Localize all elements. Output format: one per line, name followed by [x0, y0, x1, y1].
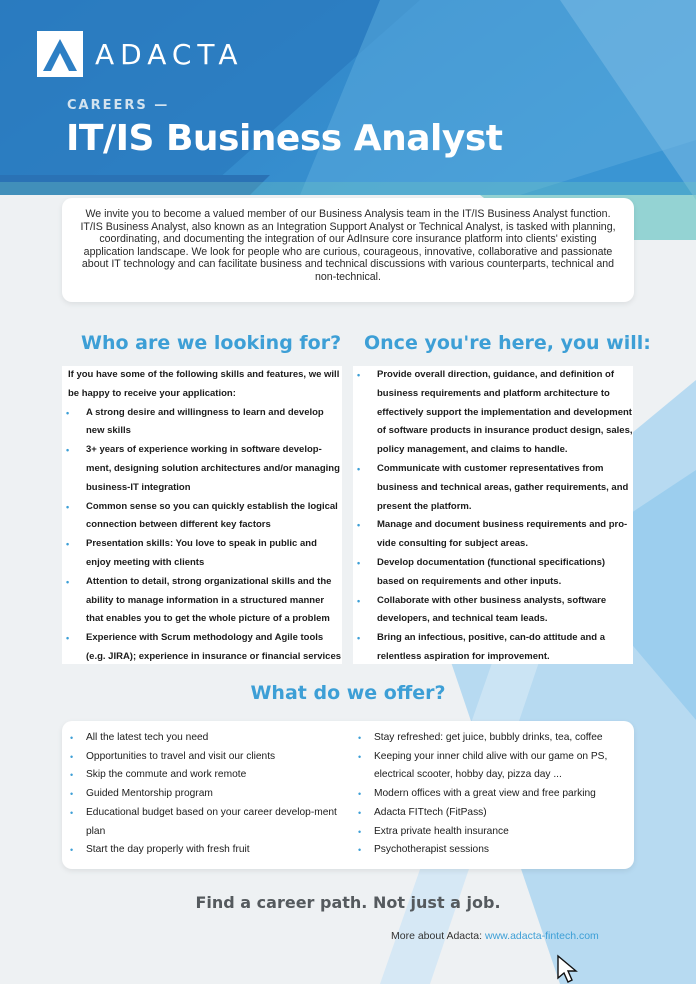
more-about [391, 930, 599, 942]
once-here-heading: Once you're here, you will: [364, 332, 651, 354]
list-item: • Educational budget based on your career develop-ment plan [66, 804, 346, 841]
offer-card [62, 721, 634, 869]
list-item: • Modern offices with a great view and free parking [354, 785, 626, 804]
list-item: • Start the day properly with fresh fruit [66, 841, 346, 860]
looking-for-heading: Who are we looking for? [81, 332, 342, 354]
list-item: • Psychotherapist sessions [354, 841, 626, 860]
more-label: More about Adacta: [391, 930, 483, 942]
website-link[interactable]: www.adacta-fintech.com [484, 930, 599, 942]
list-item: • Keeping your inner child alive with our game on PS, electrical scooter, hobby day, pizza day ... [354, 748, 626, 785]
list-item: • Communicate with customer representatives from business and technical areas, gather requirements, and present the platform. [353, 460, 633, 516]
once-here-panel [353, 366, 633, 664]
looking-for-panel [62, 366, 342, 664]
tagline: Find a career path. Not just a job. [195, 893, 501, 912]
list-item: • Presentation skills: You love to speak in public and enjoy meeting with clients [62, 535, 342, 573]
company-logo [37, 31, 244, 77]
list-item: • Skip the commute and work remote [66, 766, 346, 785]
mouse-cursor-icon [556, 954, 578, 984]
list-item: • Stay refreshed: get juice, bubbly drinks, tea, coffee [354, 729, 626, 748]
list-item: • Extra private health insurance [354, 823, 626, 842]
list-item: • Common sense so you can quickly establish the logical connection between different key factors [62, 498, 342, 536]
list-item: • A strong desire and willingness to learn and develop new skills [62, 404, 342, 442]
list-item: • Develop documentation (functional specifications) based on requirements and other inputs. [353, 554, 633, 592]
list-item: • Experience with Scrum methodology and Agile tools (e.g. JIRA); experience in insurance or financial services [62, 629, 342, 667]
list-item: • Attention to detail, strong organizational skills and the ability to manage information in a structured manner that enables you to get the whole picture of a problem [62, 573, 342, 629]
list-item: • Manage and document business requirements and pro-vide consulting for subject areas. [353, 516, 633, 554]
list-item: • Adacta FITtech (FitPass) [354, 804, 626, 823]
list-item: • 3+ years of experience working in software develop-ment, designing solution architectures and/or managing business-IT integration [62, 441, 342, 497]
list-item: • All the latest tech you need [66, 729, 346, 748]
list-item: • Collaborate with other business analysts, software developers, and technical team leads. [353, 592, 633, 630]
page-title: IT/IS Business Analyst [66, 118, 503, 159]
offer-heading: What do we offer? [250, 682, 446, 704]
intro-card [62, 198, 634, 302]
list-item: • Provide overall direction, guidance, and definition of business requirements and platform architecture to effectively support the implementation and development of software products in insurance product design, sales, policy management, and claims to handle. [353, 366, 633, 460]
brand-name: ADACTA [95, 37, 244, 71]
list-item: • Opportunities to travel and visit our clients [66, 748, 346, 767]
looking-for-lead: If you have some of the following skills and features, we will be happy to receive your application: [68, 369, 340, 399]
list-item: • Bring an infectious, positive, can-do attitude and a relentless aspiration for improvement. [353, 629, 633, 667]
list-item: • Guided Mentorship program [66, 785, 346, 804]
intro-text: We invite you to become a valued member of our Business Analysis team in the IT/IS Business Analyst function. IT/IS Business Analyst, also known as an Integration Support Analyst or Technical Analyst, is tasked with planning, coordinating, and documenting the integration of our AdInsure core insurance platform into clients' existing application landscape. We look for people who are curious, courageous, innovative, collaborative and passionate about IT technology and can facilitate business and technical discussions with various counterparts, technical and non-technical. [80, 208, 616, 283]
careers-eyebrow: CAREERS — [67, 98, 170, 113]
adacta-logo-icon [37, 31, 83, 77]
